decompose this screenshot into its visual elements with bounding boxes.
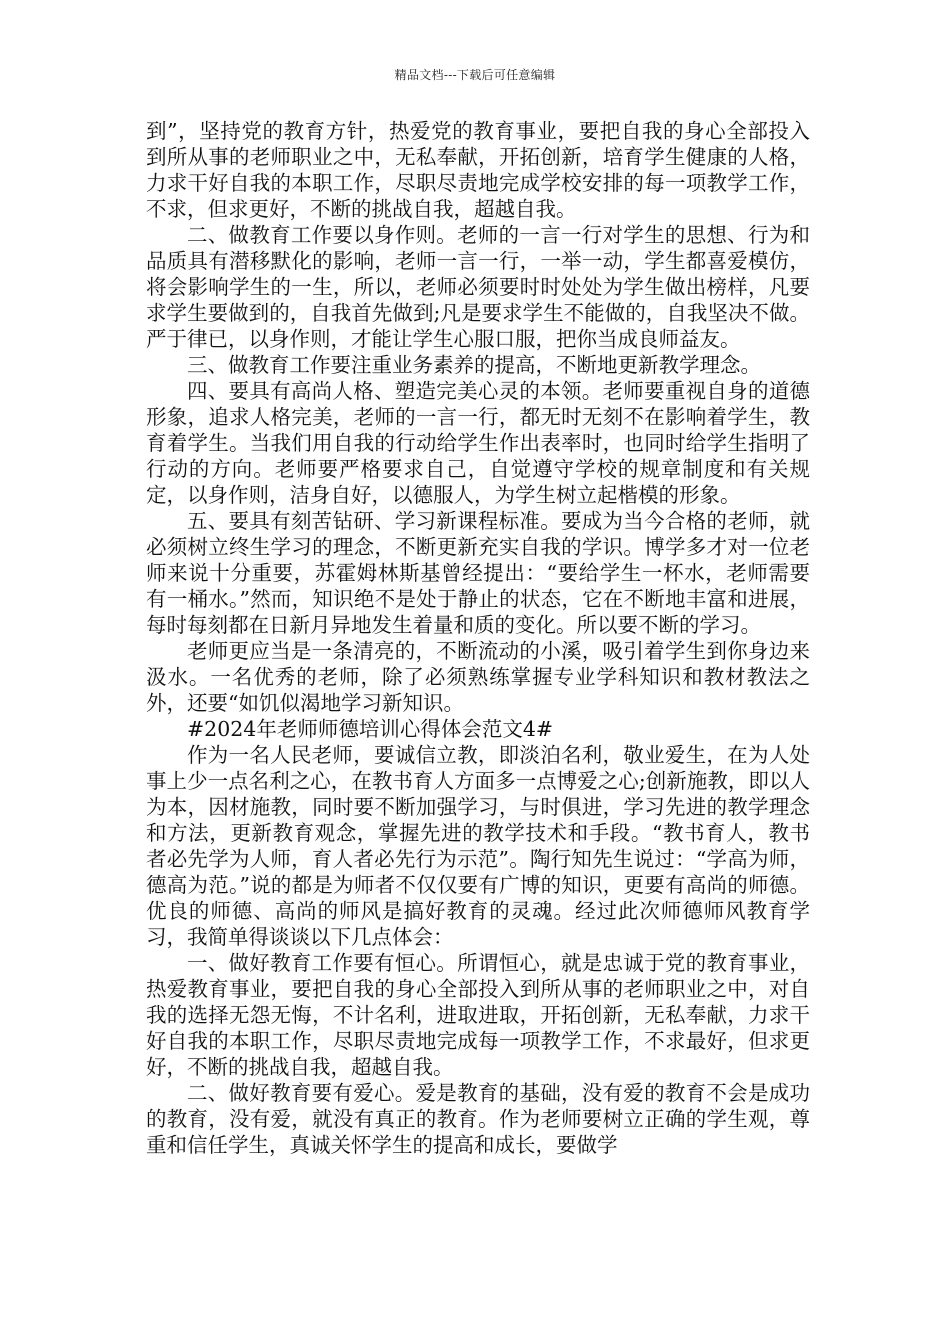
paragraph: 二、做好教育要有爱心。爱是教育的基础，没有爱的教育不会是成功的教育，没有爱，就没有真正的教育。作为老师要树立正确的学生观，尊重和信任学生，真诚关怀学生的提高和成长，要做学 (146, 1081, 810, 1157)
paragraph: 四、要具有高尚人格、塑造完美心灵的本领。老师要重视自身的道德形象，追求人格完美，老师的一言一行，都无时无刻不在影响着学生，教育着学生。当我们用自我的行动给学生作出表率时，也同时给学生指明了行动的方向。老师要严格要求自己，自觉遵守学校的规章制度和有关规定，以身作则，洁身自好，以德服人，为学生树立起楷模的形象。 (146, 379, 810, 507)
document-body (146, 118, 810, 1158)
paragraph: 到”，坚持党的教育方针，热爱党的教育事业，要把自我的身心全部投入到所从事的老师职业之中，无私奉献，开拓创新，培育学生健康的人格，力求干好自我的本职工作，尽职尽责地完成学校安排的每一项教学工作，不求，但求更好，不断的挑战自我，超越自我。 (146, 119, 810, 221)
section-heading: #2024年老师师德培训心得体会范文4# (187, 717, 554, 741)
paragraph: 三、做教育工作要注重业务素养的提高，不断地更新教学理念。 (187, 353, 761, 377)
paragraph: 一、做好教育工作要有恒心。所谓恒心，就是忠诚于党的教育事业，热爱教育事业，要把自我的身心全部投入到所从事的老师职业之中，对自我的选择无怨无悔，不计名利，进取进取，开拓创新，无私奉献，力求干好自我的本职工作，尽职尽责地完成每一项教学工作，不求最好，但求更好，不断的挑战自我，超越自我。 (146, 951, 810, 1079)
paragraph: 二、做教育工作要以身作则。老师的一言一行对学生的思想、行为和品质具有潜移默化的影响，老师一言一行，一举一动，学生都喜爱模仿，将会影响学生的一生，所以，老师必须要时时处处为学生做出榜样，凡要求学生要做到的，自我首先做到;凡是要求学生不能做的，自我坚决不做。严于律已，以身作则，才能让学生心服口服，把你当成良师益友。 (146, 223, 810, 351)
paragraph: 作为一名人民老师，要诚信立教，即淡泊名利，敬业爱生，在为人处事上少一点名利之心，在教书育人方面多一点博爱之心;创新施教，即以人为本，因材施教，同时要不断加强学习，与时俱进，学习先进的教学理念和方法，更新教育观念，掌握先进的教学技术和手段。“教书育人，教书者必先学为人师，育人者必先行为示范”。陶行知先生说过：“学高为师，德高为范。”说的都是为师者不仅仅要有广博的知识，更要有高尚的师德。优良的师德、高尚的师风是搞好教育的灵魂。经过此次师德师风教育学习，我简单得谈谈以下几点体会： (146, 743, 810, 949)
paragraph: 老师更应当是一条清亮的，不断流动的小溪，吸引着学生到你身边来汲水。一名优秀的老师，除了必须熟练掌握专业学科知识和教材教法之外，还要“如饥似渴地学习新知识。 (146, 639, 810, 715)
paragraph: 五、要具有刻苦钻研、学习新课程标准。要成为当今合格的老师，就必须树立终生学习的理念，不断更新充实自我的学识。博学多才对一位老师来说十分重要，苏霍姆林斯基曾经提出：“要给学生一杯水，老师需要有一桶水。”然而，知识绝不是处于静止的状态，它在不断地丰富和进展，每时每刻都在日新月异地发生着量和质的变化。所以要不断的学习。 (146, 509, 810, 637)
page-header: 精品文档---下载后可任意编辑 (394, 68, 556, 82)
